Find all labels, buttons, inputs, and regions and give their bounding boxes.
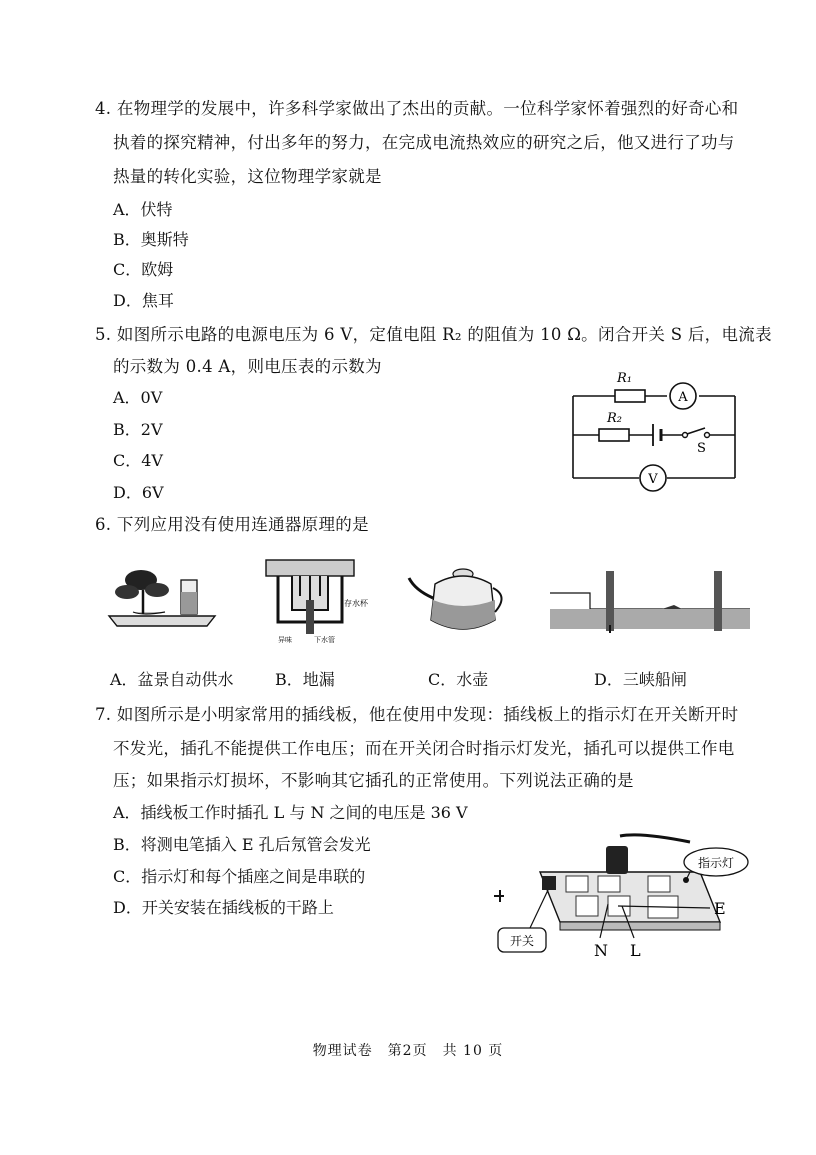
q4-option-a[interactable]: A．伏特 xyxy=(113,200,173,219)
q7-stem-line-1: 7. 如图所示是小明家常用的插线板，他在使用中发现：插线板上的指示灯在开关断开时 xyxy=(95,705,739,724)
page-footer: 物理试卷 第2页 共 10 页 xyxy=(312,1043,504,1059)
q6-stem-line-1: 6. 下列应用没有使用连通器原理的是 xyxy=(95,515,369,534)
drain-cup-label: 存水杯 xyxy=(344,599,368,608)
floor-drain-figure xyxy=(262,556,382,646)
q7-option-b[interactable]: B．将测电笔插入 E 孔后氖管会发光 xyxy=(113,835,371,854)
ammeter-icon xyxy=(670,383,696,409)
switch-icon xyxy=(683,428,710,438)
r2-label: R₂ xyxy=(607,411,622,426)
q5-option-a[interactable]: A．0V xyxy=(113,388,163,407)
q4-stem-line-2: 执着的探究精神，付出多年的努力，在完成电流热效应的研究之后，他又进行了功与 xyxy=(113,133,735,152)
indicator-label: 指示灯 xyxy=(697,856,735,870)
terminal-e-label: E xyxy=(714,899,726,918)
ammeter-label: A xyxy=(678,390,688,405)
q5-option-b[interactable]: B．2V xyxy=(113,420,163,439)
kettle-figure xyxy=(405,560,511,638)
q4-option-c[interactable]: C．欧姆 xyxy=(113,260,174,279)
bonsai-water-figure xyxy=(103,562,221,632)
q7-stem-line-3: 压；如果指示灯损坏，不影响其它插孔的正常使用。下列说法正确的是 xyxy=(113,771,634,790)
drain-pipe-label: 下水管 xyxy=(314,636,335,644)
q4-option-b[interactable]: B．奥斯特 xyxy=(113,230,189,249)
q6-option-c[interactable]: C．水壶 xyxy=(428,670,489,689)
q7-option-d[interactable]: D．开关安装在插线板的干路上 xyxy=(113,898,334,917)
r1-resistor xyxy=(615,390,645,402)
q5-option-d[interactable]: D．6V xyxy=(113,483,164,502)
voltmeter-icon xyxy=(640,465,666,491)
q6-option-a[interactable]: A．盆景自动供水 xyxy=(110,670,234,689)
switch-label: S xyxy=(697,441,706,456)
ship-lock-figure xyxy=(550,565,750,637)
voltmeter-label: V xyxy=(648,472,658,487)
r2-resistor xyxy=(599,429,629,441)
q6-option-b[interactable]: B．地漏 xyxy=(275,670,335,689)
r1-label: R₁ xyxy=(617,371,632,386)
q4-option-d[interactable]: D．焦耳 xyxy=(113,291,174,310)
q4-stem-line-3: 热量的转化实验，这位物理学家就是 xyxy=(113,167,382,186)
terminal-l-label: L xyxy=(630,941,641,960)
q7-option-a[interactable]: A．插线板工作时插孔 L 与 N 之间的电压是 36 V xyxy=(113,803,468,822)
terminal-n-label: N xyxy=(594,941,608,960)
q4-stem-line-1: 4. 在物理学的发展中，许多科学家做出了杰出的贡献。一位科学家怀着强烈的好奇心和 xyxy=(95,99,739,118)
switch-callout-label: 开关 xyxy=(509,934,535,948)
q5-circuit-diagram xyxy=(565,366,745,496)
q5-option-c[interactable]: C．4V xyxy=(113,451,163,470)
q6-option-d[interactable]: D．三峡船闸 xyxy=(594,670,687,689)
q7-option-c[interactable]: C．指示灯和每个插座之间是串联的 xyxy=(113,867,366,886)
battery-icon xyxy=(653,424,661,446)
drain-body-label: 异味 xyxy=(278,636,292,644)
power-strip-figure xyxy=(490,830,780,962)
q5-stem-line-2: 的示数为 0.4 A，则电压表的示数为 xyxy=(113,357,382,376)
q7-stem-line-2: 不发光，插孔不能提供工作电压；而在开关闭合时指示灯发光，插孔可以提供工作电 xyxy=(113,739,735,758)
q5-stem-line-1: 5. 如图所示电路的电源电压为 6 V，定值电阻 R₂ 的阻值为 10 Ω。闭合开关 S 后，电流表 xyxy=(95,325,772,344)
